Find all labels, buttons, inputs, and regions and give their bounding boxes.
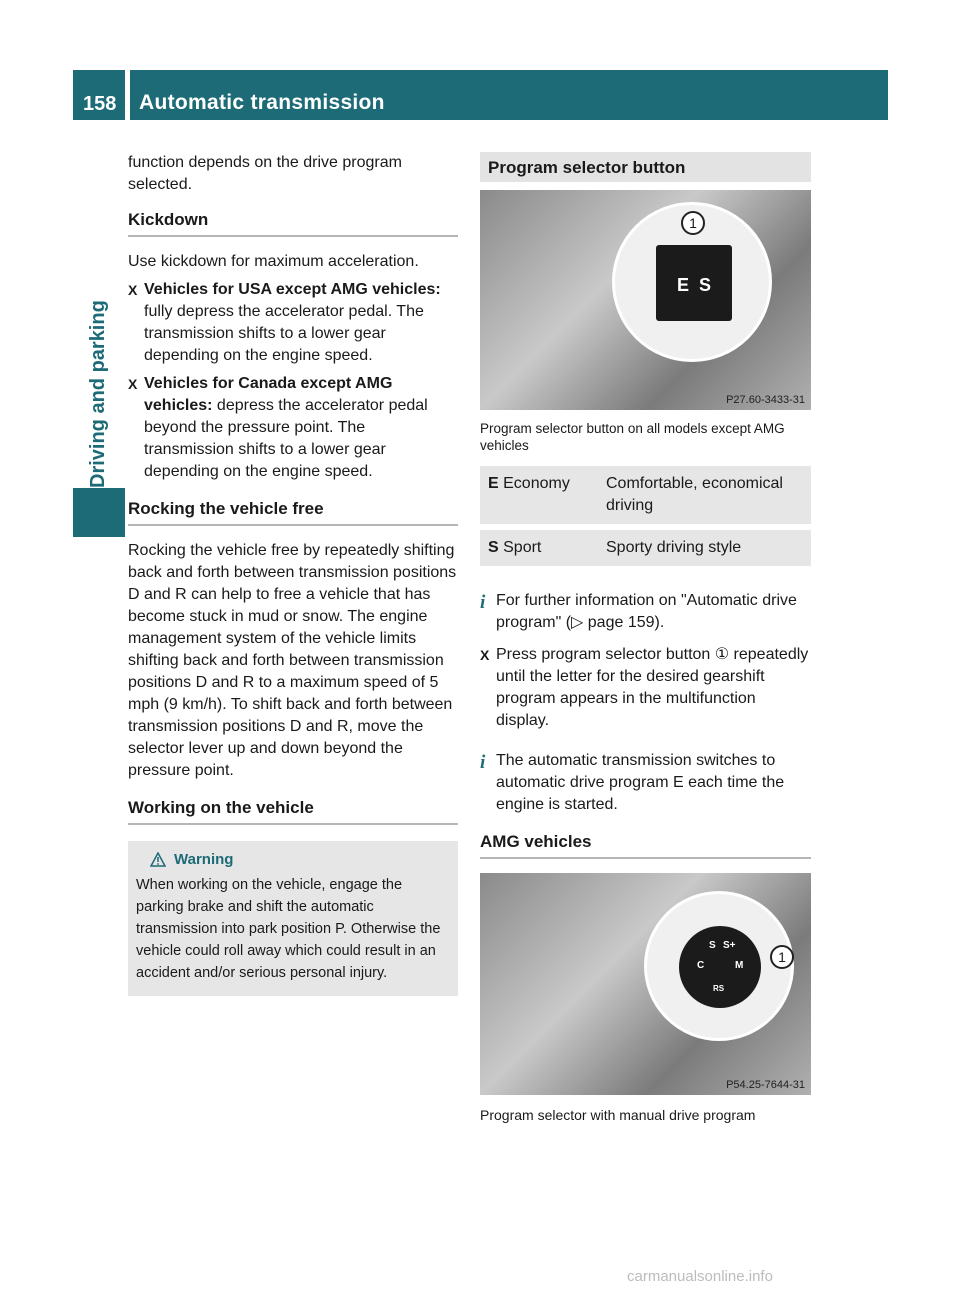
zoom-circle [644,891,794,1041]
warning-box [128,841,458,996]
program-key: S Sport [480,530,598,566]
warning-title-row [150,851,450,868]
program-table [480,460,811,572]
chapter-header [130,70,888,120]
step-arrow-icon: X [128,376,138,392]
table-row [480,466,811,524]
info-text: The automatic transmission switches to automatic drive program E each time the engine is started. [496,752,785,813]
program-desc: Comfortable, economical driving [598,466,811,524]
warning-text: When working on the vehicle, engage the parking brake and shift the automatic transmission into park position P. Otherwise the vehicle could roll away which could result in an accident and/or serious personal injury. [136,877,441,981]
step-label: Vehicles for USA except AMG vehicles: [144,281,441,298]
info-note [480,750,811,816]
warning-title: Warning [174,851,234,868]
info-icon: i [480,752,486,773]
info-icon: i [480,592,486,613]
zoom-circle [612,202,772,362]
rocking-text: Rocking the vehicle free by repeatedly shifting back and forth between transmission positions D and R can help to free a vehicle that has become stuck in mud or snow. The engine management system of the vehicle limits shifting back and forth between transmission positions D and R to a maximum speed of 5 mph (9 km/h). To shift back and forth between transmission positions D and R, move the selector lever up and down beyond the pressure point. [128,542,457,779]
photo-code: P27.60-3433-31 [726,394,805,406]
amg-heading: AMG vehicles [480,832,811,859]
photo-caption: Program selector button on all models except AMG vehicles [480,421,785,453]
photo-caption: Program selector with manual drive program [480,1107,756,1123]
step-text: Press program selector button ① repeatedly until the letter for the desired gearshift program appears in the multifunction display. [496,646,809,729]
selector-button [656,245,732,321]
step-text: depress the accelerator pedal beyond the pressure point. The transmission shifts to a lower gear depending on the engine speed. [144,397,428,480]
watermark: carmanualsonline.info [627,1268,773,1285]
info-text: For further information on "Automatic drive program" (▷ page 159). [496,592,797,631]
kickdown-text: Use kickdown for maximum acceleration. [128,253,419,270]
side-tab [70,148,124,488]
selector-knob: S S+ C M RS [679,926,761,1008]
page-number-tab [73,70,125,120]
info-note [480,590,811,634]
step-arrow-icon: X [480,647,490,663]
amg-selector-photo [480,873,811,1095]
table-row [480,530,811,566]
kickdown-step-canada [128,373,458,483]
photo-code: P54.25-7644-31 [726,1079,805,1091]
working-heading: Working on the vehicle [128,798,458,825]
press-selector-step [480,644,811,732]
step-arrow-icon: X [128,282,138,298]
kickdown-heading: Kickdown [128,210,458,237]
step-label: Vehicles for Canada except AMG vehicles: [144,375,393,414]
program-selector-photo [480,190,811,410]
step-text: fully depress the accelerator pedal. The transmission shifts to a lower gear depending on the engine speed. [144,303,424,364]
left-column [128,152,458,996]
callout-number: 1 [681,211,705,235]
warning-triangle-icon [150,852,166,867]
kickdown-step-usa [128,279,458,367]
side-tab-marker [73,488,125,537]
right-column [480,152,811,1124]
intro-text: function depends on the drive program selected. [128,154,402,193]
rocking-heading: Rocking the vehicle free [128,499,458,526]
button-letters: E S [676,275,711,295]
chapter-title: Automatic transmission [139,91,385,114]
program-key: E Economy [480,466,598,524]
side-tab-label: Driving and parking [87,300,109,488]
program-desc: Sporty driving style [598,530,811,566]
program-selector-heading: Program selector button [480,152,811,182]
page-number: 158 [83,93,117,115]
callout-number: 1 [770,945,794,969]
